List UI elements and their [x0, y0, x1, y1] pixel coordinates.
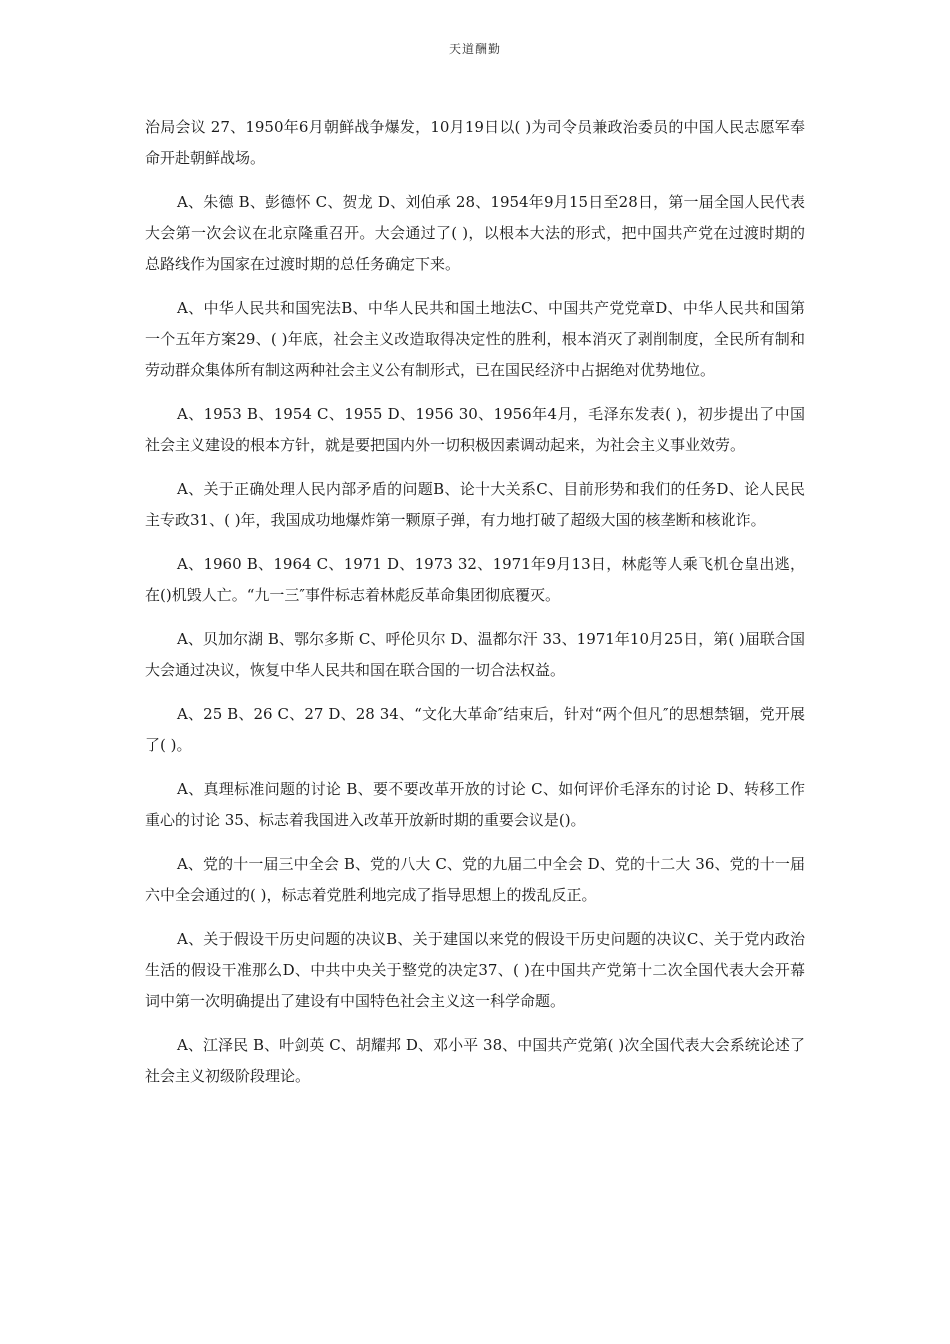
- paragraph: A、贝加尔湖 B、鄂尔多斯 C、呼伦贝尔 D、温都尔汗 33、1971年10月25日，第( )届联合国大会通过决议，恢复中华人民共和国在联合国的一切合法权益。: [145, 630, 805, 679]
- paragraph: A、党的十一届三中全会 B、党的八大 C、党的九届二中全会 D、党的十二大 36、党的十一届六中全会通过的( )，标志着党胜利地完成了指导思想上的拨乱反正。: [145, 855, 805, 904]
- paragraph: A、关于正确处理人民内部矛盾的问题B、论十大关系C、目前形势和我们的任务D、论人民民主专政31、( )年，我国成功地爆炸第一颗原子弹，有力地打破了超级大国的核垄断和核讹诈。: [145, 480, 805, 529]
- paragraph: A、关于假设干历史问题的决议B、关于建国以来党的假设干历史问题的决议C、关于党内政治生活的假设干准那么D、中共中央关于整党的决定37、( )在中国共产党第十二次全国代表大会开幕词中第一次明确提出了建设有中国特色社会主义这一科学命题。: [145, 930, 805, 1010]
- paragraph: A、江泽民 B、叶剑英 C、胡耀邦 D、邓小平 38、中国共产党第( )次全国代表大会系统论述了社会主义初级阶段理论。: [145, 1036, 805, 1085]
- paragraph: A、1960 B、1964 C、1971 D、1973 32、1971年9月13日，林彪等人乘飞机仓皇出逃，在()机毁人亡。“九一三″事件标志着林彪反革命集团彻底覆灭。: [145, 555, 805, 604]
- document-body: [145, 112, 805, 1105]
- paragraph: A、中华人民共和国宪法B、中华人民共和国土地法C、中国共产党党章D、中华人民共和国第一个五年方案29、( )年底，社会主义改造取得决定性的胜利，根本消灭了剥削制度，全民所有制和劳动群众集体所有制这两种社会主义公有制形式，已在国民经济中占据绝对优势地位。: [145, 299, 805, 379]
- paragraph: 治局会议 27、1950年6月朝鲜战争爆发，10月19日以( )为司令员兼政治委员的中国人民志愿军奉命开赴朝鲜战场。: [145, 118, 805, 167]
- page-header: 天道酬勤: [448, 42, 501, 56]
- paragraph: A、朱德 B、彭德怀 C、贺龙 D、刘伯承 28、1954年9月15日至28日，第一届全国人民代表大会第一次会议在北京隆重召开。大会通过了( )，以根本大法的形式，把中国共产党在过渡时期的总路线作为国家在过渡时期的总任务确定下来。: [145, 193, 805, 273]
- paragraph: A、25 B、26 C、27 D、28 34、“文化大革命″结束后，针对“两个但凡″的思想禁锢，党开展了( )。: [145, 705, 805, 754]
- paragraph: A、真理标准问题的讨论 B、要不要改革开放的讨论 C、如何评价毛泽东的讨论 D、转移工作重心的讨论 35、标志着我国进入改革开放新时期的重要会议是()。: [145, 780, 805, 829]
- paragraph: A、1953 B、1954 C、1955 D、1956 30、1956年4月，毛泽东发表( )，初步提出了中国社会主义建设的根本方针，就是要把国内外一切积极因素调动起来，为社会主义事业效劳。: [145, 405, 805, 454]
